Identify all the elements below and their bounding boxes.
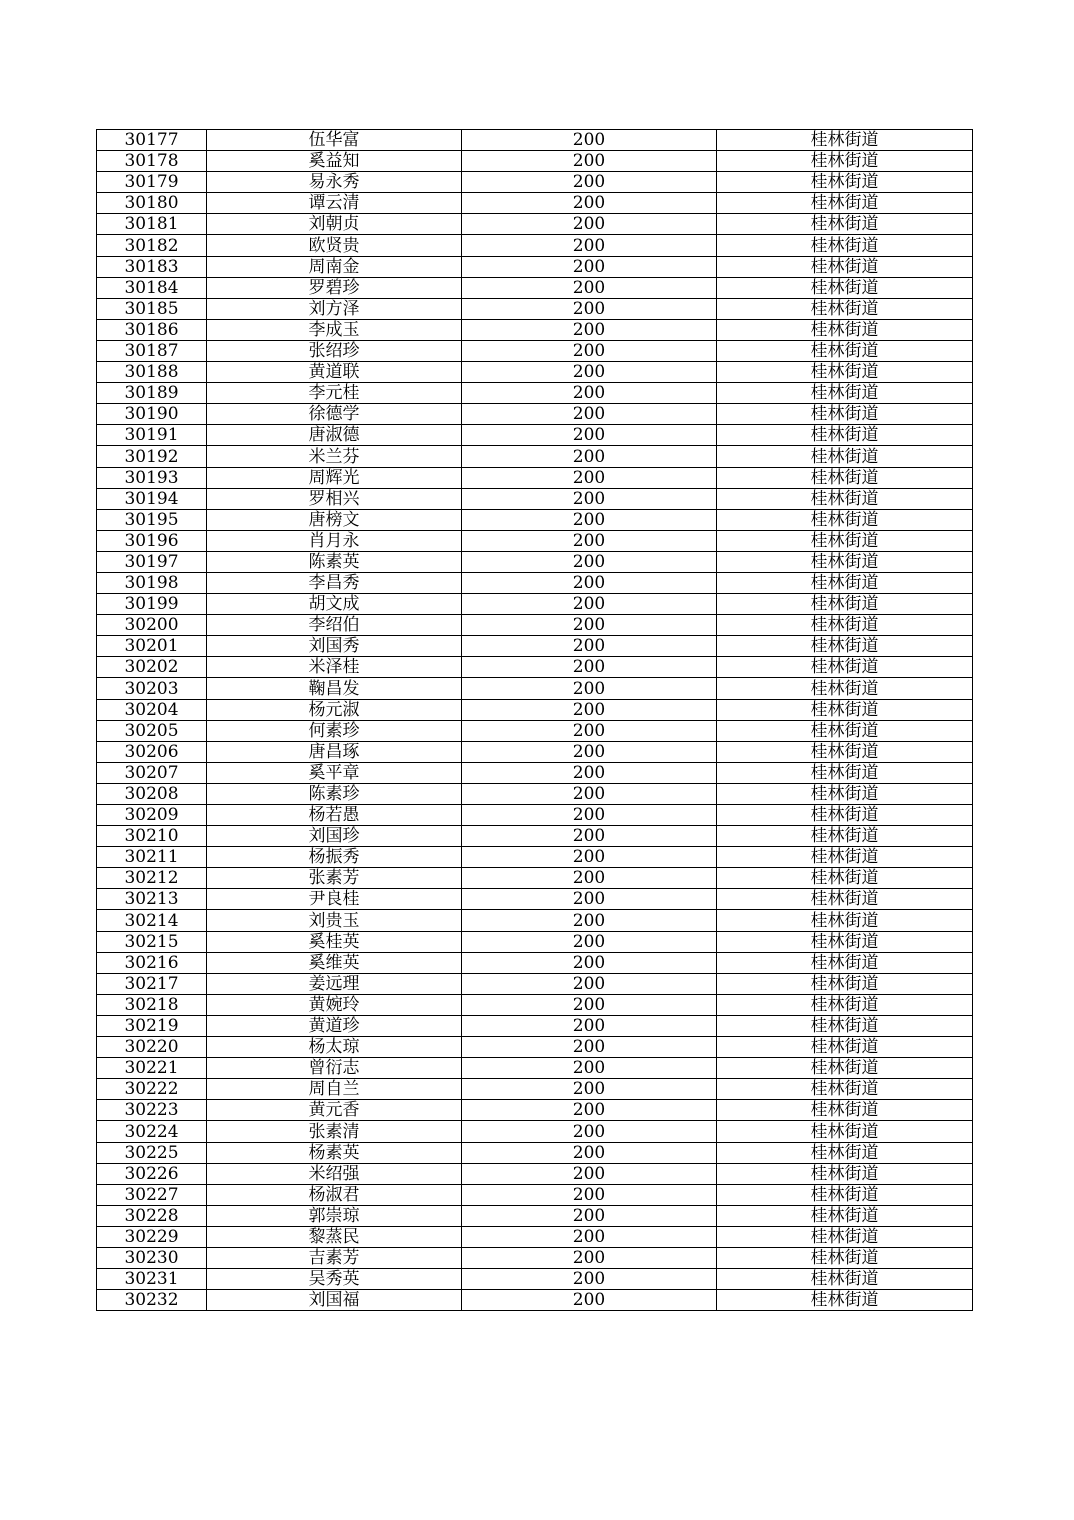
record-id-cell: 30225 [97,1142,207,1163]
person-name-cell: 唐昌琢 [207,741,462,762]
person-name-cell: 李绍伯 [207,615,462,636]
street-cell: 桂林街道 [717,889,973,910]
person-name-cell: 刘国秀 [207,636,462,657]
record-id-cell: 30228 [97,1205,207,1226]
amount-cell: 200 [462,277,717,298]
person-name-cell: 杨太琼 [207,1037,462,1058]
amount-cell: 200 [462,193,717,214]
record-id-cell: 30218 [97,994,207,1015]
amount-cell: 200 [462,1015,717,1036]
table-row [97,1037,973,1058]
street-cell: 桂林街道 [717,1058,973,1079]
person-name-cell: 罗碧珍 [207,277,462,298]
table-row [97,994,973,1015]
record-id-cell: 30191 [97,425,207,446]
street-cell: 桂林街道 [717,172,973,193]
street-cell: 桂林街道 [717,1269,973,1290]
record-id-cell: 30205 [97,720,207,741]
table-row [97,720,973,741]
table-row [97,868,973,889]
record-id-cell: 30201 [97,636,207,657]
street-cell: 桂林街道 [717,277,973,298]
person-name-cell: 谭云清 [207,193,462,214]
street-cell: 桂林街道 [717,214,973,235]
street-cell: 桂林街道 [717,530,973,551]
record-id-cell: 30184 [97,277,207,298]
roster-table [96,129,973,1311]
street-cell: 桂林街道 [717,446,973,467]
table-row [97,1015,973,1036]
street-cell: 桂林街道 [717,1205,973,1226]
table-row [97,741,973,762]
amount-cell: 200 [462,488,717,509]
amount-cell: 200 [462,1058,717,1079]
table-row [97,1058,973,1079]
record-id-cell: 30211 [97,847,207,868]
record-id-cell: 30216 [97,952,207,973]
street-cell: 桂林街道 [717,551,973,572]
record-id-cell: 30220 [97,1037,207,1058]
street-cell: 桂林街道 [717,235,973,256]
record-id-cell: 30223 [97,1100,207,1121]
amount-cell: 200 [462,551,717,572]
table-row [97,783,973,804]
amount-cell: 200 [462,847,717,868]
person-name-cell: 刘贵玉 [207,910,462,931]
table-row [97,1290,973,1311]
amount-cell: 200 [462,235,717,256]
roster-sheet [96,129,970,1311]
table-row [97,130,973,151]
person-name-cell: 曾衍志 [207,1058,462,1079]
amount-cell: 200 [462,594,717,615]
person-name-cell: 易永秀 [207,172,462,193]
table-row [97,362,973,383]
person-name-cell: 刘方泽 [207,298,462,319]
table-row [97,657,973,678]
record-id-cell: 30214 [97,910,207,931]
amount-cell: 200 [462,826,717,847]
street-cell: 桂林街道 [717,783,973,804]
street-cell: 桂林街道 [717,741,973,762]
record-id-cell: 30179 [97,172,207,193]
street-cell: 桂林街道 [717,319,973,340]
person-name-cell: 周自兰 [207,1079,462,1100]
table-row [97,636,973,657]
amount-cell: 200 [462,130,717,151]
record-id-cell: 30222 [97,1079,207,1100]
table-row [97,319,973,340]
amount-cell: 200 [462,720,717,741]
table-row [97,172,973,193]
record-id-cell: 30206 [97,741,207,762]
amount-cell: 200 [462,404,717,425]
person-name-cell: 何素珍 [207,720,462,741]
person-name-cell: 罗相兴 [207,488,462,509]
table-row [97,1247,973,1268]
record-id-cell: 30207 [97,762,207,783]
street-cell: 桂林街道 [717,636,973,657]
record-id-cell: 30213 [97,889,207,910]
street-cell: 桂林街道 [717,973,973,994]
amount-cell: 200 [462,952,717,973]
person-name-cell: 吴秀英 [207,1269,462,1290]
table-row [97,847,973,868]
record-id-cell: 30209 [97,805,207,826]
amount-cell: 200 [462,1184,717,1205]
record-id-cell: 30196 [97,530,207,551]
person-name-cell: 鞠昌发 [207,678,462,699]
record-id-cell: 30189 [97,383,207,404]
record-id-cell: 30194 [97,488,207,509]
street-cell: 桂林街道 [717,699,973,720]
record-id-cell: 30186 [97,319,207,340]
person-name-cell: 张绍珍 [207,340,462,361]
table-row [97,805,973,826]
street-cell: 桂林街道 [717,1121,973,1142]
amount-cell: 200 [462,868,717,889]
table-row [97,214,973,235]
record-id-cell: 30193 [97,467,207,488]
person-name-cell: 黄婉玲 [207,994,462,1015]
record-id-cell: 30202 [97,657,207,678]
table-row [97,1142,973,1163]
person-name-cell: 李元桂 [207,383,462,404]
table-row [97,1121,973,1142]
amount-cell: 200 [462,425,717,446]
table-row [97,256,973,277]
record-id-cell: 30180 [97,193,207,214]
amount-cell: 200 [462,973,717,994]
amount-cell: 200 [462,340,717,361]
person-name-cell: 尹良桂 [207,889,462,910]
street-cell: 桂林街道 [717,594,973,615]
person-name-cell: 黎蒸民 [207,1226,462,1247]
person-name-cell: 胡文成 [207,594,462,615]
street-cell: 桂林街道 [717,1037,973,1058]
person-name-cell: 姜远理 [207,973,462,994]
person-name-cell: 奚桂英 [207,931,462,952]
street-cell: 桂林街道 [717,1142,973,1163]
table-row [97,235,973,256]
person-name-cell: 奚益知 [207,151,462,172]
street-cell: 桂林街道 [717,910,973,931]
amount-cell: 200 [462,151,717,172]
table-row [97,488,973,509]
street-cell: 桂林街道 [717,572,973,593]
street-cell: 桂林街道 [717,130,973,151]
street-cell: 桂林街道 [717,425,973,446]
street-cell: 桂林街道 [717,1290,973,1311]
person-name-cell: 杨振秀 [207,847,462,868]
table-row [97,973,973,994]
table-row [97,467,973,488]
table-row [97,1100,973,1121]
amount-cell: 200 [462,783,717,804]
person-name-cell: 周南金 [207,256,462,277]
table-row [97,572,973,593]
person-name-cell: 张素芳 [207,868,462,889]
street-cell: 桂林街道 [717,720,973,741]
amount-cell: 200 [462,762,717,783]
street-cell: 桂林街道 [717,615,973,636]
record-id-cell: 30198 [97,572,207,593]
street-cell: 桂林街道 [717,1247,973,1268]
record-id-cell: 30229 [97,1226,207,1247]
record-id-cell: 30185 [97,298,207,319]
amount-cell: 200 [462,889,717,910]
table-row [97,615,973,636]
amount-cell: 200 [462,572,717,593]
table-row [97,762,973,783]
table-row [97,1163,973,1184]
amount-cell: 200 [462,615,717,636]
table-row [97,931,973,952]
street-cell: 桂林街道 [717,298,973,319]
street-cell: 桂林街道 [717,151,973,172]
street-cell: 桂林街道 [717,509,973,530]
record-id-cell: 30224 [97,1121,207,1142]
record-id-cell: 30232 [97,1290,207,1311]
street-cell: 桂林街道 [717,868,973,889]
person-name-cell: 刘国福 [207,1290,462,1311]
table-row [97,425,973,446]
amount-cell: 200 [462,530,717,551]
amount-cell: 200 [462,805,717,826]
person-name-cell: 奚维英 [207,952,462,973]
table-row [97,699,973,720]
person-name-cell: 杨若愚 [207,805,462,826]
record-id-cell: 30183 [97,256,207,277]
street-cell: 桂林街道 [717,1079,973,1100]
street-cell: 桂林街道 [717,1163,973,1184]
person-name-cell: 欧贤贵 [207,235,462,256]
record-id-cell: 30203 [97,678,207,699]
person-name-cell: 奚平章 [207,762,462,783]
amount-cell: 200 [462,1205,717,1226]
street-cell: 桂林街道 [717,340,973,361]
street-cell: 桂林街道 [717,952,973,973]
person-name-cell: 张素清 [207,1121,462,1142]
person-name-cell: 黄道珍 [207,1015,462,1036]
street-cell: 桂林街道 [717,1226,973,1247]
table-row [97,530,973,551]
person-name-cell: 杨淑君 [207,1184,462,1205]
record-id-cell: 30212 [97,868,207,889]
record-id-cell: 30177 [97,130,207,151]
street-cell: 桂林街道 [717,826,973,847]
person-name-cell: 伍华富 [207,130,462,151]
record-id-cell: 30208 [97,783,207,804]
amount-cell: 200 [462,678,717,699]
street-cell: 桂林街道 [717,383,973,404]
street-cell: 桂林街道 [717,678,973,699]
record-id-cell: 30197 [97,551,207,572]
street-cell: 桂林街道 [717,1100,973,1121]
street-cell: 桂林街道 [717,847,973,868]
record-id-cell: 30187 [97,340,207,361]
roster-table-body [97,130,973,1311]
record-id-cell: 30217 [97,973,207,994]
table-row [97,889,973,910]
amount-cell: 200 [462,1121,717,1142]
table-row [97,340,973,361]
amount-cell: 200 [462,172,717,193]
amount-cell: 200 [462,910,717,931]
amount-cell: 200 [462,362,717,383]
table-row [97,193,973,214]
person-name-cell: 陈素英 [207,551,462,572]
person-name-cell: 郭崇琼 [207,1205,462,1226]
record-id-cell: 30230 [97,1247,207,1268]
amount-cell: 200 [462,699,717,720]
person-name-cell: 唐淑德 [207,425,462,446]
street-cell: 桂林街道 [717,467,973,488]
amount-cell: 200 [462,1290,717,1311]
person-name-cell: 米兰芬 [207,446,462,467]
amount-cell: 200 [462,214,717,235]
table-row [97,1269,973,1290]
amount-cell: 200 [462,636,717,657]
person-name-cell: 周辉光 [207,467,462,488]
street-cell: 桂林街道 [717,488,973,509]
table-row [97,151,973,172]
amount-cell: 200 [462,657,717,678]
amount-cell: 200 [462,298,717,319]
record-id-cell: 30190 [97,404,207,425]
table-row [97,446,973,467]
amount-cell: 200 [462,446,717,467]
amount-cell: 200 [462,256,717,277]
record-id-cell: 30221 [97,1058,207,1079]
street-cell: 桂林街道 [717,1184,973,1205]
person-name-cell: 吉素芳 [207,1247,462,1268]
street-cell: 桂林街道 [717,362,973,383]
street-cell: 桂林街道 [717,1015,973,1036]
street-cell: 桂林街道 [717,931,973,952]
person-name-cell: 刘国珍 [207,826,462,847]
amount-cell: 200 [462,1226,717,1247]
table-row [97,910,973,931]
record-id-cell: 30192 [97,446,207,467]
person-name-cell: 肖月永 [207,530,462,551]
street-cell: 桂林街道 [717,404,973,425]
amount-cell: 200 [462,509,717,530]
record-id-cell: 30182 [97,235,207,256]
person-name-cell: 唐榜文 [207,509,462,530]
amount-cell: 200 [462,741,717,762]
table-row [97,551,973,572]
table-row [97,1184,973,1205]
amount-cell: 200 [462,994,717,1015]
amount-cell: 200 [462,1142,717,1163]
street-cell: 桂林街道 [717,193,973,214]
person-name-cell: 李成玉 [207,319,462,340]
amount-cell: 200 [462,1269,717,1290]
record-id-cell: 30178 [97,151,207,172]
record-id-cell: 30188 [97,362,207,383]
street-cell: 桂林街道 [717,762,973,783]
table-row [97,298,973,319]
record-id-cell: 30195 [97,509,207,530]
person-name-cell: 陈素珍 [207,783,462,804]
amount-cell: 200 [462,383,717,404]
table-row [97,678,973,699]
person-name-cell: 杨元淑 [207,699,462,720]
amount-cell: 200 [462,1247,717,1268]
amount-cell: 200 [462,1100,717,1121]
table-row [97,509,973,530]
street-cell: 桂林街道 [717,657,973,678]
record-id-cell: 30181 [97,214,207,235]
record-id-cell: 30226 [97,1163,207,1184]
person-name-cell: 米泽桂 [207,657,462,678]
record-id-cell: 30210 [97,826,207,847]
street-cell: 桂林街道 [717,805,973,826]
person-name-cell: 米绍强 [207,1163,462,1184]
amount-cell: 200 [462,1163,717,1184]
table-row [97,594,973,615]
person-name-cell: 黄元香 [207,1100,462,1121]
person-name-cell: 徐德学 [207,404,462,425]
person-name-cell: 黄道联 [207,362,462,383]
amount-cell: 200 [462,1079,717,1100]
street-cell: 桂林街道 [717,256,973,277]
amount-cell: 200 [462,931,717,952]
table-row [97,1226,973,1247]
table-row [97,952,973,973]
record-id-cell: 30200 [97,615,207,636]
table-row [97,1205,973,1226]
amount-cell: 200 [462,467,717,488]
person-name-cell: 刘朝贞 [207,214,462,235]
table-row [97,277,973,298]
record-id-cell: 30219 [97,1015,207,1036]
record-id-cell: 30231 [97,1269,207,1290]
record-id-cell: 30227 [97,1184,207,1205]
amount-cell: 200 [462,1037,717,1058]
amount-cell: 200 [462,319,717,340]
table-row [97,404,973,425]
table-row [97,1079,973,1100]
table-row [97,383,973,404]
record-id-cell: 30204 [97,699,207,720]
record-id-cell: 30215 [97,931,207,952]
table-row [97,826,973,847]
person-name-cell: 杨素英 [207,1142,462,1163]
person-name-cell: 李昌秀 [207,572,462,593]
record-id-cell: 30199 [97,594,207,615]
street-cell: 桂林街道 [717,994,973,1015]
